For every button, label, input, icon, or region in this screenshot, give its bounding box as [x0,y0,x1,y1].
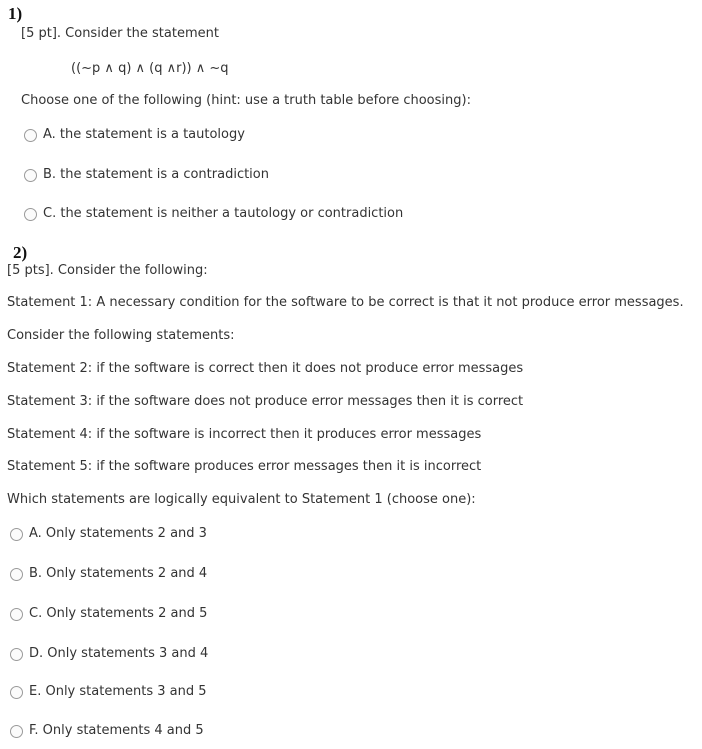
q2-option-b[interactable] [10,566,207,582]
q1-option-b-radio[interactable] [24,169,37,182]
q2-option-a[interactable] [10,526,207,542]
statement-4: Statement 4: if the software is incorrect then it produces error messages [7,427,482,442]
q1-option-a-label: A. the statement is a tautology [43,127,245,142]
question-2-text: Which statements are logically equivalent to Statement 1 (choose one): [7,492,476,507]
question-2-prompt: [5 pts]. Consider the following: [7,263,208,278]
q2-option-a-label: A. Only statements 2 and 3 [29,526,207,541]
q2-option-c-radio[interactable] [10,608,23,621]
statement-1: Statement 1: A necessary condition for the software to be correct is that it not produce error messages. [7,295,684,310]
q2-option-d-label: D. Only statements 3 and 4 [29,646,209,661]
statement-3: Statement 3: if the software does not produce error messages then it is correct [7,394,524,409]
q2-option-d-radio[interactable] [10,648,23,661]
q2-option-f[interactable] [10,723,204,739]
q1-option-b-label: B. the statement is a contradiction [43,167,269,182]
q1-option-c[interactable] [24,206,403,222]
q2-option-b-radio[interactable] [10,568,23,581]
consider-heading: Consider the following statements: [7,328,235,343]
q2-option-b-label: B. Only statements 2 and 4 [29,566,208,581]
question-1-prompt: [5 pt]. Consider the statement [21,26,219,41]
q2-option-e-label: E. Only statements 3 and 5 [29,684,207,699]
question-1-formula: ((~p ∧ q) ∧ (q ∧r)) ∧ ~q [71,61,229,76]
q2-option-c-label: C. Only statements 2 and 5 [29,606,208,621]
q2-option-c[interactable] [10,606,207,622]
q1-option-c-label: C. the statement is neither a tautology or contradiction [43,206,404,221]
q1-option-a-radio[interactable] [24,129,37,142]
q2-option-f-radio[interactable] [10,725,23,738]
q1-option-c-radio[interactable] [24,208,37,221]
question-2-number: 2) [13,243,28,262]
q2-option-e[interactable] [10,684,207,700]
statement-5: Statement 5: if the software produces error messages then it is incorrect [7,459,482,474]
statement-2: Statement 2: if the software is correct then it does not produce error messages [7,361,524,376]
q1-option-b[interactable] [24,167,269,183]
q2-option-d[interactable] [10,646,208,662]
q2-option-e-radio[interactable] [10,686,23,699]
q2-option-a-radio[interactable] [10,528,23,541]
question-1-number: 1) [8,4,23,23]
q1-option-a[interactable] [24,127,245,143]
q2-option-f-label: F. Only statements 4 and 5 [29,723,204,738]
question-1-instruction: Choose one of the following (hint: use a truth table before choosing): [21,93,471,108]
